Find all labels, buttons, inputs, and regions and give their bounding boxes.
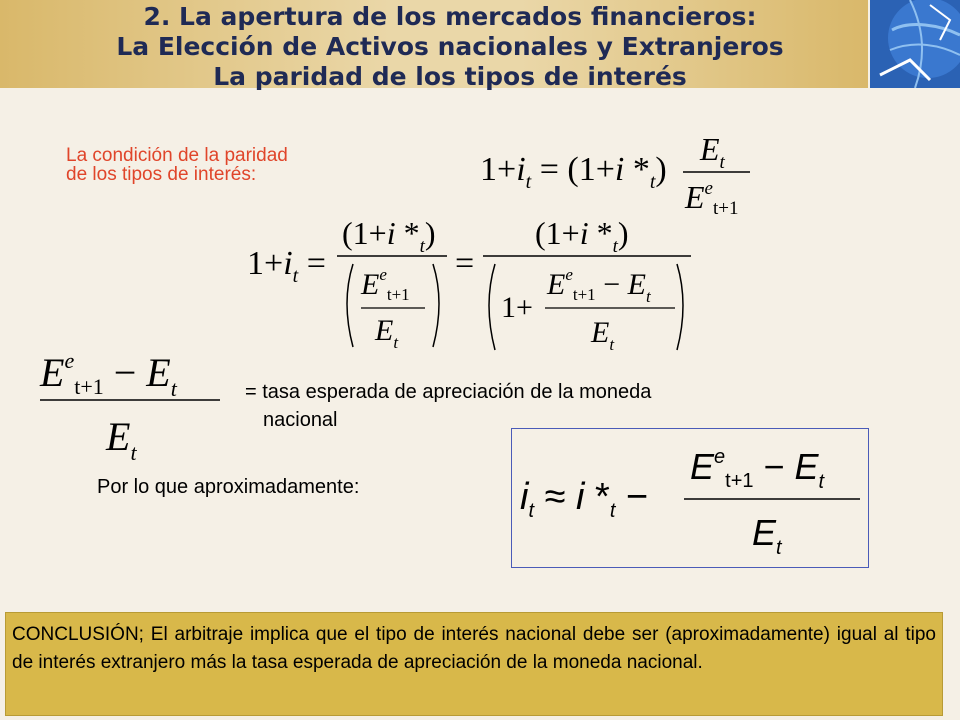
intro-line-1: La condición de la paridad bbox=[66, 145, 288, 166]
equation-appreciation-rate bbox=[36, 338, 226, 468]
svg-text:Et: $E_t$ bbox=[375, 314, 399, 352]
parity-condition-label bbox=[66, 146, 288, 184]
svg-text:Et: $E_t$ bbox=[106, 414, 137, 465]
equation-parity-condition bbox=[478, 130, 768, 215]
title-line-2: La Elección de Activos nacionales y Extranjeros bbox=[116, 32, 784, 61]
logo-image bbox=[870, 0, 960, 88]
title-line-3: La paridad de los tipos de interés bbox=[213, 62, 687, 91]
equation-parity-expanded bbox=[245, 212, 705, 357]
slide-title bbox=[0, 2, 900, 92]
svg-text:1+it =: $1+i_t$ = bbox=[247, 245, 326, 287]
definition-line-1: = tasa esperada de apreciación de la moneda bbox=[245, 381, 652, 403]
svg-text:Eet+1: $E^e_{t+1}$ bbox=[685, 178, 739, 215]
svg-text:it ≈ i *t −: $i_t \approx i$ $*_t$ − bbox=[520, 476, 649, 522]
definition-line-2: nacional bbox=[263, 409, 338, 431]
title-line-1: 2. La apertura de los mercados financieros: bbox=[143, 2, 757, 31]
svg-text:(1+i *t): (1+i $*_t$) bbox=[342, 215, 436, 257]
svg-text:Et: $E_t$ bbox=[591, 316, 615, 354]
svg-text:Eet+1 − Et: $E^e_{t+1} - E_t$ bbox=[690, 446, 825, 493]
approximation-label: Por lo que aproximadamente: bbox=[97, 476, 360, 498]
globe-icon bbox=[870, 0, 960, 88]
svg-text:Et: $E_t$ bbox=[752, 512, 782, 559]
conclusion-box: CONCLUSIÓN; El arbitraje implica que el tipo de interés nacional debe ser (aproximadamente) igual al tipo de interés extranjero más la tasa esperada de apreciación de la moneda nacional. bbox=[5, 612, 943, 716]
svg-text:Et: $E_t$ bbox=[700, 131, 725, 173]
svg-text:Eet+1: $E^e_{t+1}$ bbox=[361, 265, 410, 304]
svg-text:(1+i *t): (1+i $*_t$) bbox=[535, 215, 629, 257]
approximation-equation-box bbox=[511, 428, 869, 568]
appreciation-rate-definition bbox=[245, 378, 651, 434]
svg-text:1+it = (1+i *t): $1+i_t = (1+i$ $*_t$) bbox=[480, 151, 667, 193]
svg-text:=: = bbox=[455, 245, 475, 282]
intro-line-2: de los tipos de interés: bbox=[66, 164, 257, 185]
svg-text:Eet+1 − Et: $E^e_{t+1} - E_t$ bbox=[547, 265, 651, 306]
svg-text:Eet+1 − Et: $E^e_{t+1} - E_t$ bbox=[40, 348, 177, 401]
svg-text:1+: 1+ bbox=[501, 291, 533, 324]
